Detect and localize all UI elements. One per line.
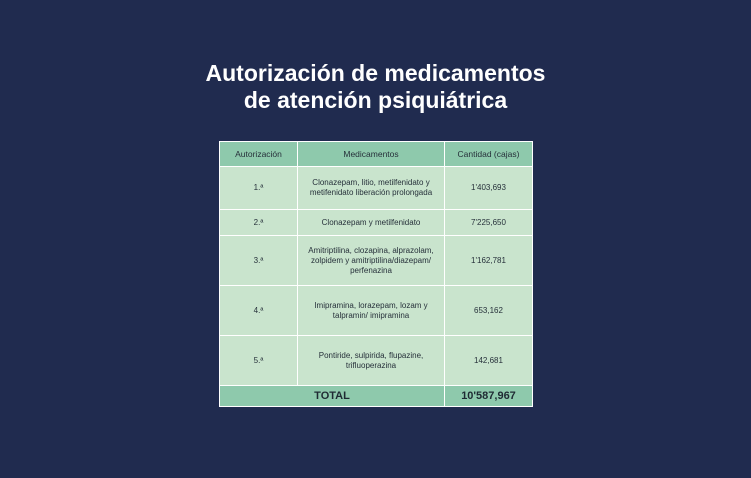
header-autorizacion: Autorización [220, 142, 298, 167]
page-title [0, 60, 751, 114]
cell-autorizacion: 2.ª [220, 210, 298, 236]
total-value: 10'587,967 [445, 386, 533, 407]
table-row [220, 236, 533, 286]
cell-autorizacion: 1.ª [220, 167, 298, 210]
header-cantidad: Cantidad (cajas) [445, 142, 533, 167]
cell-autorizacion: 5.ª [220, 336, 298, 386]
header-medicamentos: Medicamentos [298, 142, 445, 167]
cell-medicamentos: Clonazepam y metilfenidato [298, 210, 445, 236]
total-label: TOTAL [220, 386, 445, 407]
table-row [220, 167, 533, 210]
table-total-row [220, 386, 533, 407]
cell-medicamentos: Clonazepam, litio, metilfenidato y metifenidato liberación prolongada [298, 167, 445, 210]
table-row [220, 210, 533, 236]
title-line-2: de atención psiquiátrica [243, 87, 508, 113]
cell-autorizacion: 4.ª [220, 286, 298, 336]
cell-cantidad: 1'162,781 [445, 236, 533, 286]
cell-autorizacion: 3.ª [220, 236, 298, 286]
cell-cantidad: 653,162 [445, 286, 533, 336]
cell-medicamentos: Pontiride, sulpirida, flupazine, trifluoperazina [298, 336, 445, 386]
cell-cantidad: 1'403,693 [445, 167, 533, 210]
cell-cantidad: 142,681 [445, 336, 533, 386]
table-row [220, 336, 533, 386]
title-line-1: Autorización de medicamentos [205, 60, 546, 86]
table-header-row [220, 142, 533, 167]
table-row [220, 286, 533, 336]
medication-table [219, 141, 533, 407]
cell-medicamentos: Amitriptilina, clozapina, alprazolam, zolpidem y amitriptilina/diazepam/ perfenazina [298, 236, 445, 286]
cell-medicamentos: Imipramina, lorazepam, lozam y talpramin/ imipramina [298, 286, 445, 336]
cell-cantidad: 7'225,650 [445, 210, 533, 236]
